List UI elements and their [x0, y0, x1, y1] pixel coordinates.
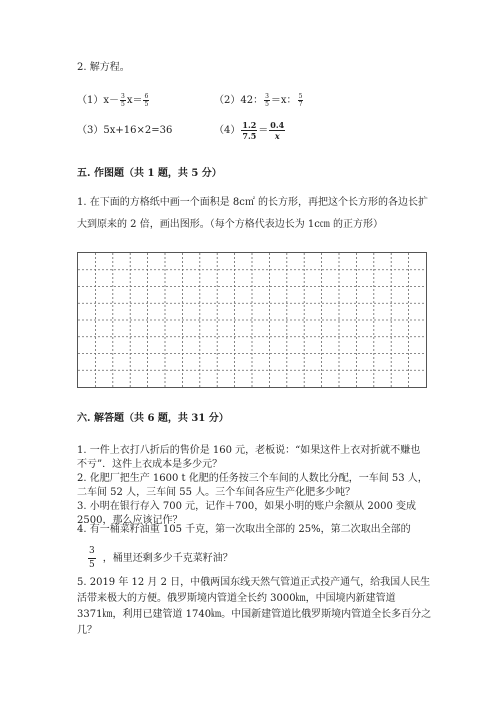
- eq1-fraction-b: $\frac{6}{5}$: [144, 93, 149, 108]
- eq1-mid: x＝: [126, 95, 143, 106]
- section-6-q1-line2: 不亏”．这件上衣成本是多少元？: [77, 459, 223, 470]
- section-6-q1-line1: 1. 一件上衣打八折后的售价是 160 元，老板说：“如果这件上衣对折就不赚也: [77, 445, 421, 456]
- section-6-q4-line2: [87, 545, 233, 572]
- eq2-fraction-b: $\frac{5}{7}$: [298, 93, 303, 108]
- section-6-title: 六. 解答题（共 6 题，共 31 分）: [77, 413, 229, 424]
- equation-2: [214, 93, 304, 108]
- section-6-q3-line1: 3. 小明在银行存入 700 元，记作＋700，如果小明的账户余额从 2000 变成: [77, 501, 417, 512]
- equation-3: （3）5x+16×2=36: [77, 125, 173, 136]
- grid-lines: [78, 253, 426, 387]
- section-6-q5-line4: 几？: [77, 625, 97, 636]
- eq4-mid: ＝: [258, 125, 269, 136]
- section-5-q1-line2: 大到原来的 2 倍，画出图形。（每个方格代表边长为 1c㎝ 的正方形）: [77, 219, 384, 230]
- eq4-fraction-a: $\frac{1.2}{7.5}$: [242, 120, 257, 141]
- drawing-grid[interactable]: [77, 252, 427, 388]
- eq2-label: （2）42：: [214, 95, 264, 106]
- section-6-q2-line2: 二车间 52 人，三车间 55 人。三个车间各应生产化肥多少吨？: [77, 487, 356, 498]
- section-6-q4-line1: 4. 有一桶菜籽油重 105 千克，第一次取出全部的 25%，第二次取出全部的: [77, 524, 411, 535]
- section-6-q5-line1: 5. 2019 年 12 月 2 日，中俄两国东线天然气管道正式投产通气，给我国人民生: [77, 577, 431, 588]
- section-6-q5-line2: 活带来极大的方便。俄罗斯境内管道全长约 3000㎞，中国境内新建管道: [77, 593, 396, 604]
- eq1-label: （1）x－: [77, 95, 120, 106]
- eq4-label: （4）: [214, 125, 241, 136]
- section-6-q5-line3: 3371㎞，利用已建管道 1740㎞。中国新建管道比俄罗斯境内管道全长多百分之: [77, 609, 432, 620]
- equation-4: [214, 120, 286, 141]
- section-2-title: 2. 解方程。: [77, 62, 130, 73]
- section-5-q1-line1: 1. 在下面的方格纸中画一个面积是 8c㎡ 的长方形，再把这个长方形的各边长扩: [77, 197, 429, 208]
- eq1-fraction-a: $\frac{3}{5}$: [121, 93, 125, 108]
- section-5-title: 五. 作图题（共 1 题，共 5 分）: [77, 168, 222, 179]
- section-6-q3-line2: 2500，那么应该记作？: [77, 515, 183, 526]
- eq2-fraction-a: $\frac{3}{5}$: [265, 93, 269, 108]
- equation-1: [77, 93, 150, 108]
- q4-fraction: $\frac{3}{5}$: [89, 546, 95, 570]
- q4-text: ，桶里还剩多少千克菜籽油？: [102, 553, 233, 564]
- section-6-q2-line1: 2. 化肥厂把生产 1600 t 化肥的任务按三个车间的人数比分配，一车间 53 人，: [77, 473, 428, 484]
- eq4-fraction-b: $\frac{0.4}{x}$: [270, 120, 285, 141]
- eq2-mid: ＝x：: [270, 95, 297, 106]
